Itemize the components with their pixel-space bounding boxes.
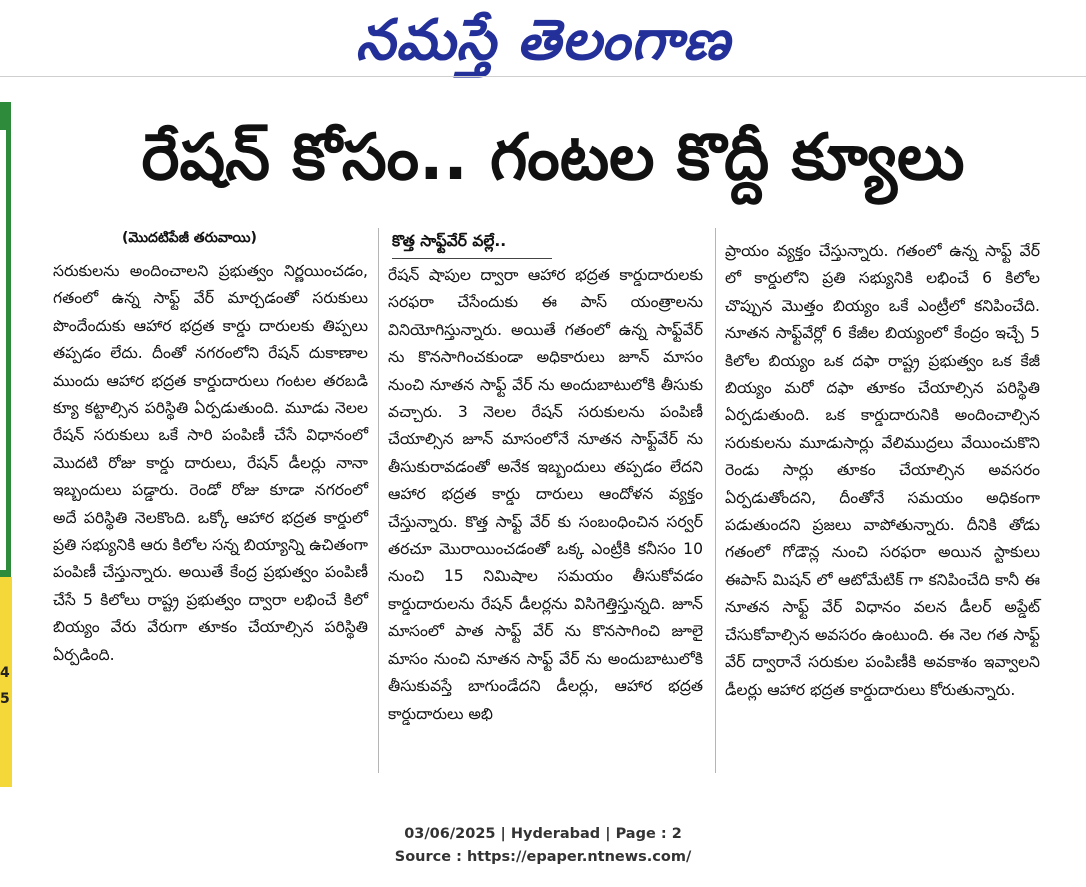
adjacent-ad-strip-text — [0, 660, 10, 770]
adjacent-ad-strip-gap — [0, 130, 6, 570]
article-paragraph: ప్రాయం వ్యక్తం చేస్తున్నారు. గతంలో ఉన్న సాఫ్ట్ వేర్ లో కార్డులోని ప్రతి సభ్యునికి లభించే 6 కిలోల చొప్పున మొత్తం బియ్యం ఒకే ఎంట్రీలో కనిపించేది. నూతన సాఫ్ట్‌వేర్లో 6 కేజీల బియ్యంలో కేంద్రం ఇచ్చే 5 కిలోల బియ్యం ఒక దఫా రాష్ట్ర ప్రభుత్వం ఒక కేజీ బియ్యం మరో దఫా తూకం చేయాల్సిన పరిస్థితి ఏర్పడుతుంది. ఒక కార్డుదారునికి అందించాల్సిన సరుకులను మూడుసార్లు వేలిముద్రలు వేయించుకొని రెండు సార్లు తూకం చేయాల్సిన అవసరం ఏర్పడుతోందని, దీంతోనే సమయం అధికంగా పడుతుందని ప్రజలు వాపోతున్నారు. దీనికి తోడు గతంలో గోడౌన్ల నుంచి సరఫరా అయిన స్టాకులు ఈపాస్ మిషన్ లో ఆటోమేటిక్ గా కనిపించేది కానీ ఈ నూతన సాఫ్ట్ వేర్ విధానం వలన డీలర్ అప్డేట్ చేసుకోవాల్సిన అవసరం ఉంటుంది. ఈ నెల గత సాఫ్ట్ వేర్ ద్వారానే సరుకుల పంపిణీకి అవకాశం ఇవ్వాలని డీలర్లు ఆహార భద్రత కార్డుదారులు కోరుతున్నారు. — [725, 242, 1040, 699]
article-column-3 — [725, 238, 1040, 704]
newspaper-masthead: నమస్తే తెలంగాణ — [355, 8, 731, 73]
article-subheading: కొత్త సాఫ్ట్‌వేర్ వల్లే.. — [392, 232, 552, 259]
article-paragraph: రేషన్ షాపుల ద్వారా ఆహార భద్రత కార్డుదారులకు సరఫరా చేసేందుకు ఈ పాస్ యంత్రాలను వినియోగిస్తున్నారు. అయితే గతంలో ఉన్న సాఫ్ట్‌వేర్ ను కొనసాగించకుండా అధికారులు జూన్ మాసం నుంచి నూతన సాఫ్ట్ వేర్ ను అందుబాటులోకి తీసుకు వచ్చారు. 3 నెలల రేషన్ సరుకులను పంపిణీ చేయాల్సిన జూన్ మాసంలోనే నూతన సాఫ్ట్‌వేర్ ను తీసుకురావడంతో అనేక ఇబ్బందులు తప్పడం లేదని ఆహార భద్రత కార్డు దారులు ఆందోళన వ్యక్తం చేస్తున్నారు. కొత్త సాఫ్ట్ వేర్ కు సంబంధించిన సర్వర్ తరచూ మొరాయించడంతో ఒక్క ఎంట్రీకి కనీసం 10 నుంచి 15 నిమిషాల సమయం తీసుకోవడం కార్డుదారులను రేషన్ డీలర్లను విసిగెత్తిస్తున్నది. జూన్ మాసంలో పాత సాఫ్ట్ వేర్ ను కొనసాగించి జూలై మాసం నుంచి నూతన సాఫ్ట్ వేర్ ను అందుబాటులోకి తీసుకువస్తే బాగుండేదని డీలర్లు, ఆహార భద్రత కార్డుదారులు అభి — [388, 266, 703, 723]
masthead-divider — [0, 76, 1086, 77]
footer-date-line: 03/06/2025 | Hyderabad | Page : 2 — [404, 826, 682, 842]
footer-source-line: Source : https://epaper.ntnews.com/ — [394, 849, 692, 865]
continued-label: (మొదటిపేజీ తరువాయి) — [122, 230, 257, 246]
adjacent-ad-digit: 4 — [0, 665, 10, 681]
adjacent-ad-digit: 5 — [0, 691, 10, 707]
article-headline: రేషన్ కోసం.. గంటల కొద్దీ క్యూలు — [141, 121, 965, 195]
column-divider — [378, 228, 379, 773]
column-divider — [715, 228, 716, 773]
article-column-1 — [53, 258, 368, 669]
article-paragraph: సరుకులను అందించాలని ప్రభుత్వం నిర్ణయించడం, గతంలో ఉన్న సాఫ్ట్ వేర్ మార్చడంతో సరుకులు పొందేందుకు ఆహార భద్రత కార్డు దారులకు తిప్పలు తప్పడం లేదు. దీంతో నగరంలోని రేషన్ దుకాణాల ముందు ఆహార భద్రత కార్డుదారులు గంటల తరబడి క్యూ కట్టాల్సిన పరిస్థితి ఏర్పడుతుంది. మూడు నెలల రేషన్ సరుకులు ఒకే సారి పంపిణీ చేసే విధానంలో మొదటి రోజు కార్డు దారులు, రేషన్ డీలర్లు నానా ఇబ్బందులు పడ్డారు. రెండో రోజు కూడా నగరంలో అదే పరిస్థితి నెలకొంది. ఒక్కో ఆహార భద్రత కార్డులో ప్రతి సభ్యునికి ఆరు కిలోల సన్న బియ్యాన్ని ఉచితంగా పంపిణీ చేస్తున్నారు. అయితే కేంద్ర ప్రభుత్వం పంపిణీ చేసే 5 కిలోలు రాష్ట్ర ప్రభుత్వం ద్వారా లభించే కిలో బియ్యం వేరు వేరుగా తూకం చేయాల్సిన పరిస్థితి ఏర్పడింది. — [53, 262, 368, 664]
article-column-2 — [388, 262, 703, 728]
